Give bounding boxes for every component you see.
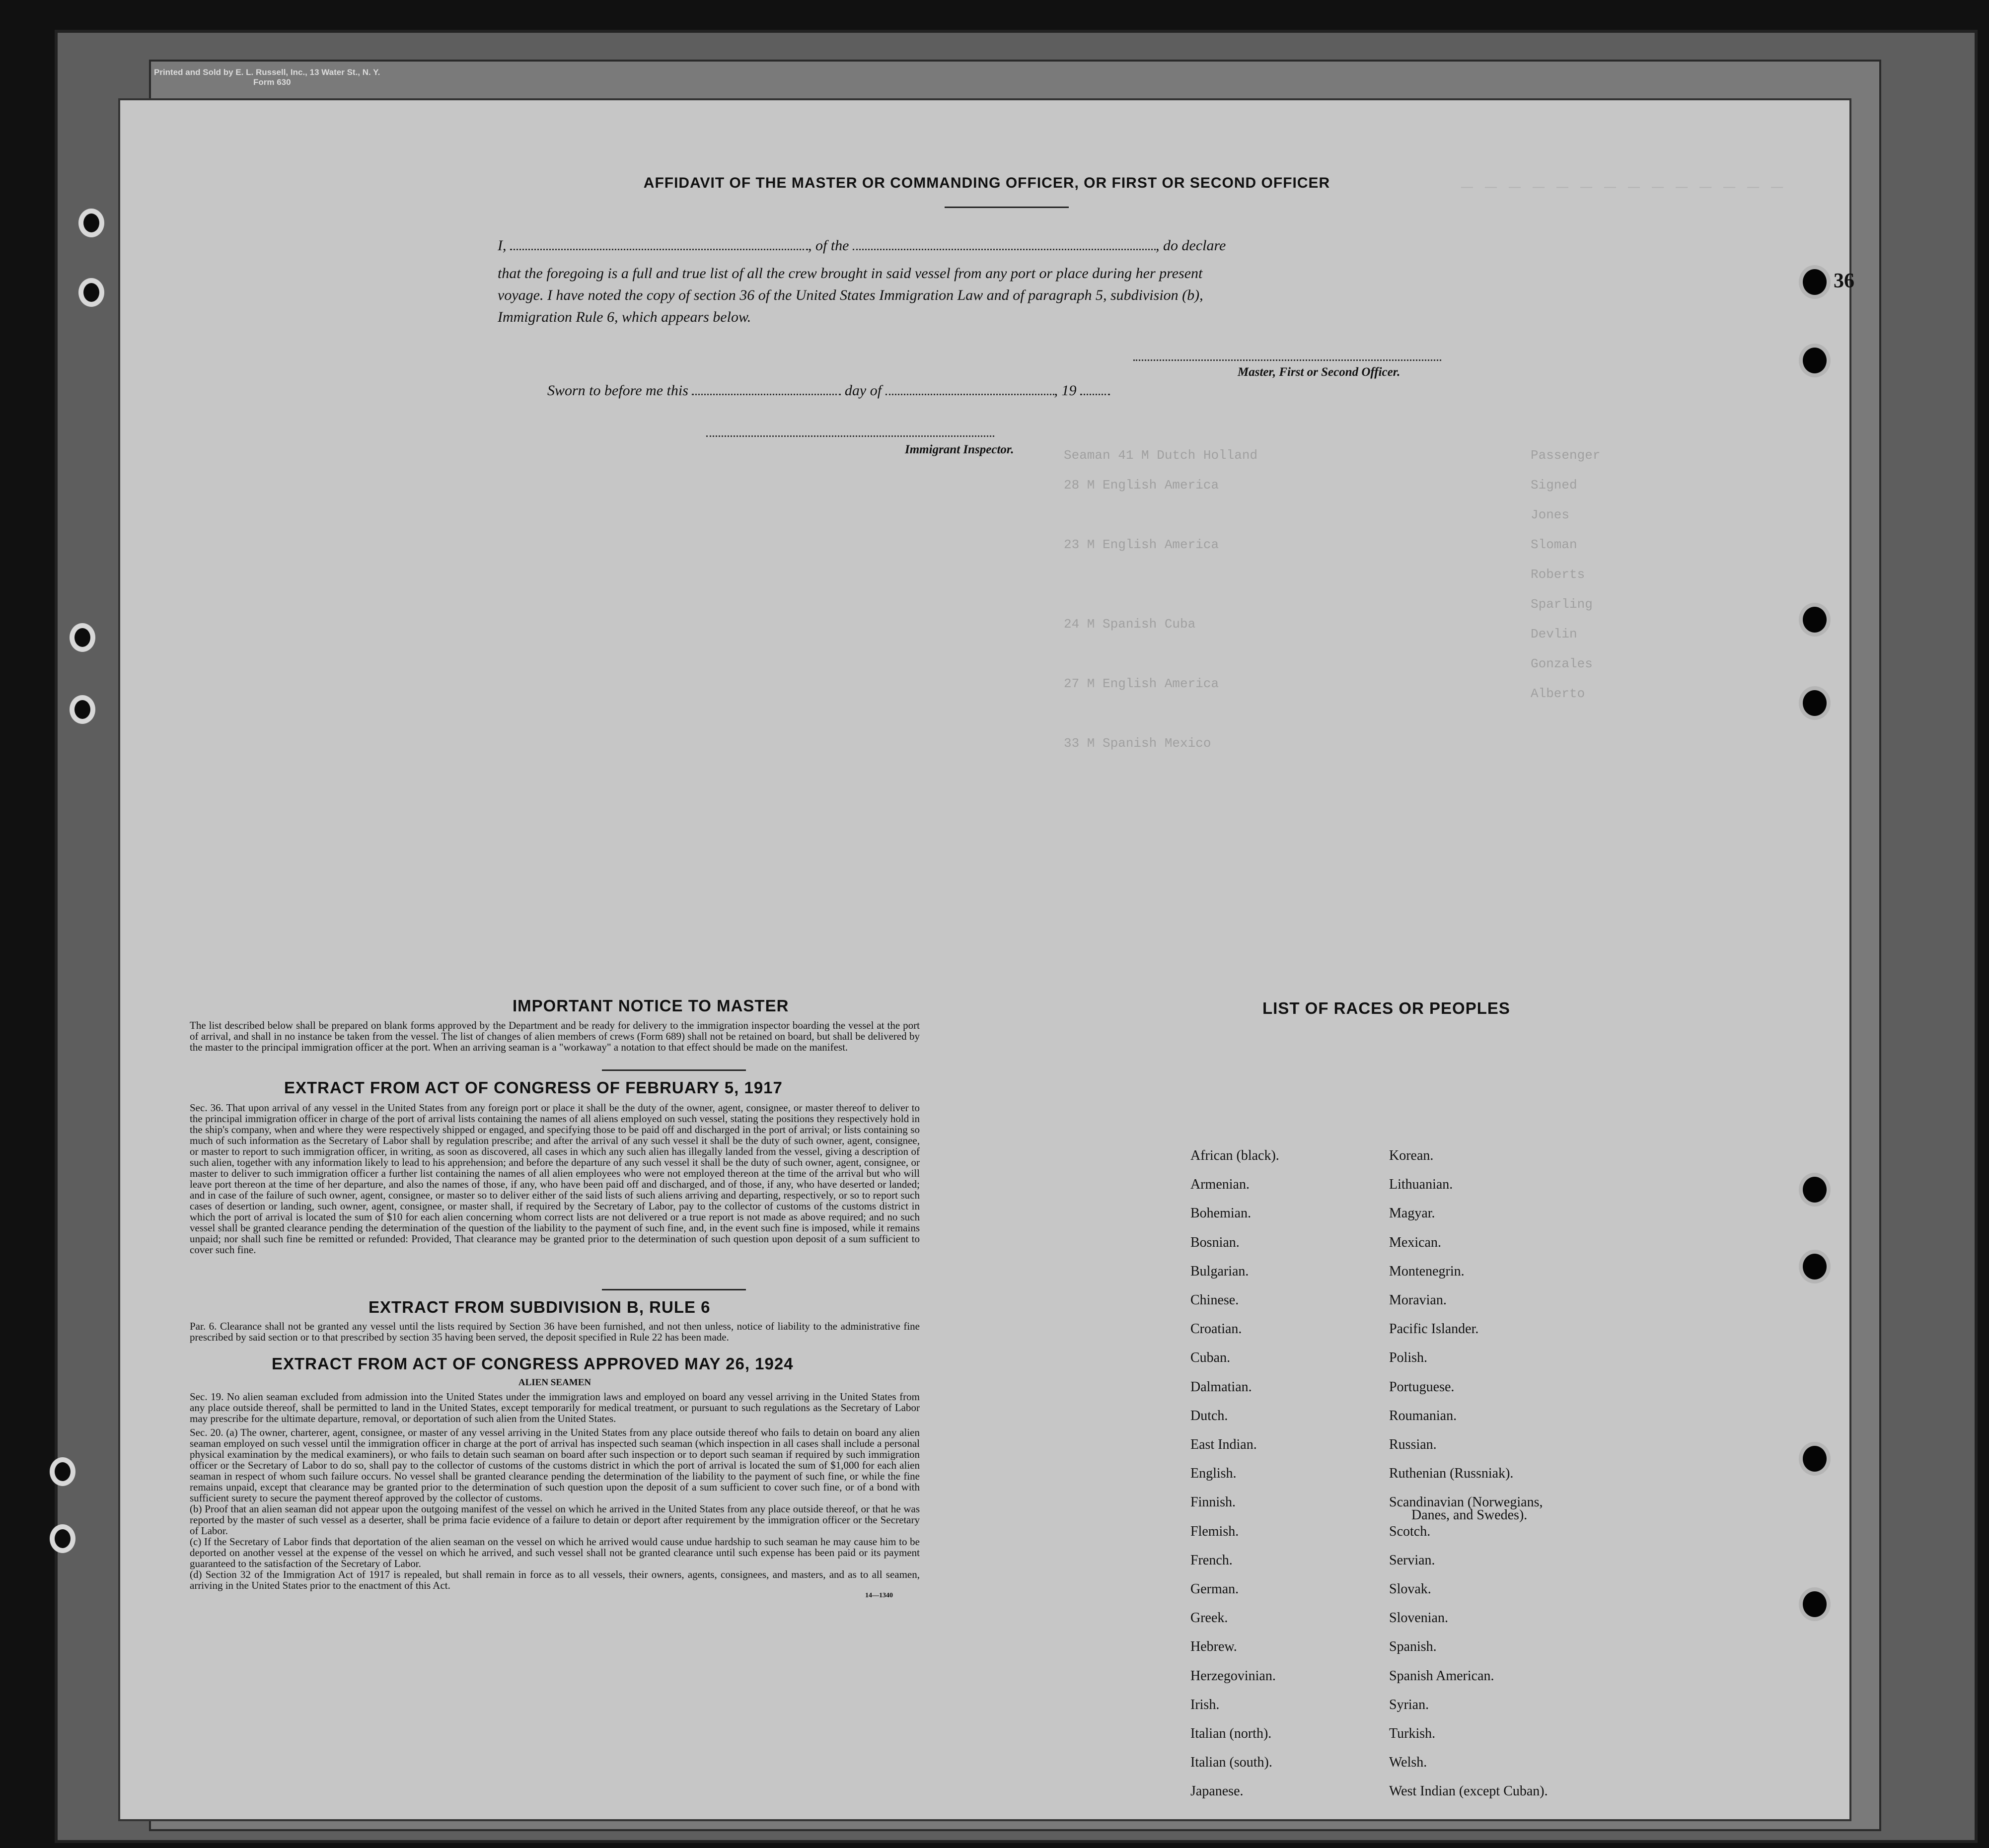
race-entry: East Indian. [1190, 1437, 1257, 1452]
bleedthrough-text: 28 M English America [1064, 478, 1219, 493]
vessel-blank [853, 239, 1156, 250]
race-entry: French. [1190, 1552, 1233, 1568]
race-entry: Mexican. [1389, 1234, 1441, 1250]
bleedthrough-text: Gonzales [1531, 656, 1593, 671]
bleedthrough-text: Jones [1531, 507, 1570, 522]
subdivision-text: Par. 6. Clearance shall not be granted any vessel until the lists required by Section 36 have been furnished, and not then unless, notice of liability to the administrative fine prescribed by said section or to that prescribed by section 35 having been served, the deposit specified in Rule 22 has been made. [190, 1320, 920, 1343]
binder-hole [50, 1457, 75, 1486]
race-entry: Scotch. [1389, 1523, 1431, 1539]
extract-1924-section-20c: (c) If the Secretary of Labor finds that deportation of the alien seaman on the vessel on which he arrived would cause undue hardship to such seaman he may cause him to be deported on another vessel at the expense of the vessel on which he arrived, and such vessel shall not be granted clearance until such expense has been paid or its payment guaranteed to the satisfaction of the Secretary of Labor. [190, 1536, 920, 1569]
month-blank [885, 384, 1054, 395]
extract-1917-title: EXTRACT FROM ACT OF CONGRESS OF FEBRUARY 5, 1917 [284, 1078, 783, 1097]
divider [602, 1069, 746, 1071]
races-title: LIST OF RACES OR PEOPLES [1262, 999, 1510, 1017]
bleedthrough-text: _ _ _ _ _ _ _ _ _ _ _ _ _ _ [1461, 170, 1783, 192]
binder-hole [1803, 1446, 1827, 1472]
race-entry: Magyar. [1389, 1206, 1435, 1221]
master-signature-line [1133, 359, 1441, 361]
race-entry: Polish. [1389, 1350, 1428, 1366]
bleedthrough-text: Signed [1531, 478, 1577, 493]
extract-1924-section-20a: Sec. 20. (a) The owner, charterer, agent, consignee, or master of any vessel arriving in the United States from any place outside thereof who fails to detain on board any alien seaman employed on such vessel until the immigration officer in charge at the port of arrival has inspected such seaman (which inspection in all cases shall include a personal physical examination by the medical examiners), or who fails to detain such seaman on board after such inspection or to deport such seaman if required by such immigration officer or the Secretary of Labor to do so, shall pay to the collector of customs of the customs district in which the port of arrival is located the sum of $1,000 for each alien seaman in respect of whom such failure occurs. No vessel shall be granted clearance pending the determination of the liability to the payment of such fine, or while the fine remains unpaid, except that clearance may be granted prior to the determination of such question upon the deposit of a sum sufficient to cover such fine, or of a bond with sufficient surety to secure the payment thereof approved by the collector of customs. [190, 1426, 920, 1504]
race-entry: Chinese. [1190, 1292, 1239, 1308]
bleedthrough-text: 33 M Spanish Mexico [1064, 736, 1211, 751]
inspector-signature-line [706, 435, 994, 437]
race-entry-continued: Danes, and Swedes). [1411, 1507, 1528, 1523]
race-entry: Russian. [1389, 1437, 1437, 1452]
bleedthrough-text: Sparling [1531, 597, 1593, 612]
bleedthrough-text: Sloman [1531, 537, 1577, 552]
race-entry: Slovak. [1389, 1581, 1431, 1597]
day-blank [692, 384, 841, 395]
name-blank [510, 239, 808, 250]
affidavit-declaration-line: I, , of the , do declare [498, 237, 1226, 254]
extract-1917-text: Sec. 36. That upon arrival of any vessel in the United States from any foreign port or place it shall be the duty of the owner, agent, consignee, or master thereof to deliver to the principal immigration officer in charge of the port of arrival lists containing the names of all aliens employed on such vessel, stating the positions they respectively hold in the ship's company, when and where they were respectively shipped or engaged, and specifying those to be paid off and discharged in the port of arrival; or lists containing so much of such information as the Secretary of Labor shall by regulation prescribe; and after the arrival of any such vessel it shall be the duty of such owner, agent, consignee, or master to report to such immigration officer, in writing, as soon as discovered, all cases in which any such alien has illegally landed from the vessel, giving a description of such alien, together with any information likely to lead to his apprehension; and before the departure of any such vessel it shall be the duty of such owner, agent, consignee, or master to deliver to such immigration officer a further list containing the names of all alien employees who were not employed thereon at the time of the arrival but who will leave port thereon at the time of her departure, and also the names of those, if any, who have been paid off and discharged, and of those, if any, who have deserted or landed; and in case of the failure of such owner, agent, consignee, or master so to deliver either of the said lists of such aliens arriving and departing, respectively, or so to report such cases of desertion or landing, such owner, agent, consignee, or master shall, if required by the Secretary of Labor, pay to the collector of customs of the customs district in which the port of arrival is located the sum of $10 for each alien concerning whom correct lists are not delivered or a true report is not made as above required; and no such vessel shall be granted clearance pending the determination of the question of the liability to the payment of such fine, and, in the event such fine is imposed, while it remains unpaid; nor shall such fine be remitted or refunded: Provided, That clearance may be granted prior to the determination of such question upon deposit of a sum sufficient to cover such fine. [190, 1102, 920, 1256]
race-entry: Ruthenian (Russniak). [1389, 1466, 1514, 1482]
printer-imprint: Printed and Sold by E. L. Russell, Inc., 13 Water St., N. Y. Form 630 [154, 68, 380, 87]
manifest-back-page [118, 98, 1854, 1821]
race-entry: Flemish. [1190, 1523, 1239, 1539]
race-entry: Dutch. [1190, 1408, 1228, 1423]
divider [602, 1289, 746, 1290]
bleedthrough-text: Alberto [1531, 686, 1585, 701]
race-entry: West Indian (except Cuban). [1389, 1783, 1548, 1799]
race-entry: Bosnian. [1190, 1234, 1240, 1250]
year-blank [1080, 384, 1110, 395]
race-entry: Syrian. [1389, 1697, 1429, 1712]
extract-1924-section-19: Sec. 19. No alien seaman excluded from admission into the United States under the immigration laws and employed on board any vessel arriving in the United States from any place outside thereof, shall be permitted to land in the United States, except temporarily for medical treatment, or pursuant to such regulations as the Secretary of Labor may prescribe for the ultimate departure, removal, or deportation of such alien from the United States. [190, 1391, 920, 1424]
race-entry: German. [1190, 1581, 1239, 1597]
race-entry: Cuban. [1190, 1350, 1231, 1366]
race-entry: Welsh. [1389, 1755, 1427, 1771]
race-entry: Croatian. [1190, 1321, 1242, 1337]
binder-hole [78, 209, 104, 237]
race-entry: Bohemian. [1190, 1206, 1252, 1221]
race-entry: Italian (north). [1190, 1726, 1272, 1741]
binder-hole [1803, 1254, 1827, 1279]
race-entry: Italian (south). [1190, 1755, 1272, 1771]
binder-hole [50, 1524, 75, 1553]
race-entry: Korean. [1389, 1148, 1434, 1163]
notice-text: The list described below shall be prepared on blank forms approved by the Department and be ready for delivery to the immigration inspector boarding the vessel at the port of arrival, and shall in no instance be taken from the vessel. The list of changes of alien members of crews (Form 689) shall not be retained on board, but shall be delivered by the master to the principal immigration officer at the port. When an arriving seaman is a "workaway" a notation to that effect should be made on the manifest. [190, 1019, 920, 1053]
bleedthrough-text: Passenger [1531, 448, 1601, 463]
race-entry: Spanish. [1389, 1639, 1437, 1655]
binder-hole [1803, 269, 1827, 295]
affidavit-title: AFFIDAVIT OF THE MASTER OR COMMANDING OFFICER, OR FIRST OR SECOND OFFICER [643, 175, 1330, 191]
race-entry: Turkish. [1389, 1726, 1436, 1741]
bleedthrough-text: Seaman 41 M Dutch Holland [1064, 448, 1258, 463]
affidavit-line-3: voyage. I have noted the copy of section 36 of the United States Immigration Law and of paragraph 5, subdivision (b), [498, 287, 1203, 303]
affidavit-line-2: that the foregoing is a full and true list of all the crew brought in said vessel from any port or place during her present [498, 265, 1203, 282]
race-entry: Slovenian. [1389, 1610, 1448, 1626]
form-code: 14—1340 [865, 1592, 893, 1599]
edge-number: 36 [1834, 270, 1854, 292]
binder-hole [1803, 348, 1827, 373]
subdivision-title: EXTRACT FROM SUBDIVISION B, RULE 6 [368, 1298, 711, 1316]
race-entry: Greek. [1190, 1610, 1228, 1626]
race-entry: English. [1190, 1466, 1237, 1482]
binder-hole [1803, 1591, 1827, 1617]
race-entry: Servian. [1389, 1552, 1435, 1568]
bleedthrough-text: Roberts [1531, 567, 1585, 582]
race-entry: Armenian. [1190, 1177, 1250, 1193]
binder-hole [1803, 607, 1827, 633]
binder-hole [1803, 690, 1827, 716]
race-entry: Moravian. [1389, 1292, 1447, 1308]
race-entry: Herzegovinian. [1190, 1668, 1276, 1684]
binder-hole [1803, 1177, 1827, 1203]
race-entry: Irish. [1190, 1697, 1220, 1712]
sworn-line: Sworn to before me this day of , 19 [547, 382, 1110, 399]
race-entry: Montenegrin. [1389, 1263, 1465, 1279]
race-entry: Bulgarian. [1190, 1263, 1249, 1279]
race-entry: Japanese. [1190, 1783, 1244, 1799]
race-entry: Pacific Islander. [1389, 1321, 1479, 1337]
race-entry: Scandinavian (Norwegians, [1389, 1494, 1543, 1510]
race-entry: Hebrew. [1190, 1639, 1237, 1655]
bleedthrough-text: 23 M English America [1064, 537, 1219, 552]
notice-title: IMPORTANT NOTICE TO MASTER [513, 996, 789, 1015]
race-entry: Dalmatian. [1190, 1379, 1252, 1395]
binder-hole [78, 278, 104, 307]
affidavit-line-4: Immigration Rule 6, which appears below. [498, 309, 751, 325]
race-entry: Finnish. [1190, 1494, 1236, 1510]
race-entry: Roumanian. [1389, 1408, 1457, 1423]
binder-hole [70, 623, 95, 652]
bleedthrough-text: 27 M English America [1064, 676, 1219, 691]
bleedthrough-text: Devlin [1531, 627, 1577, 641]
divider [945, 207, 1069, 208]
binder-hole [70, 695, 95, 724]
extract-1924-title: EXTRACT FROM ACT OF CONGRESS APPROVED MAY 26, 1924 [272, 1354, 794, 1373]
race-entry: African (black). [1190, 1148, 1279, 1163]
extract-1924-section-20b: (b) Proof that an alien seaman did not appear upon the outgoing manifest of the vessel on which he arrived in the United States from any place outside thereof, or that he was reported by the master of such vessel as a deserter, shall be prima facie evidence of a failure to detain or deport after requirement by the immigration officer or the Secretary of Labor. [190, 1503, 920, 1537]
race-entry: Spanish American. [1389, 1668, 1494, 1684]
inspector-caption: Immigrant Inspector. [905, 443, 1014, 456]
master-signature-caption: Master, First or Second Officer. [1238, 365, 1400, 379]
alien-seamen-subtitle: ALIEN SEAMEN [518, 1377, 591, 1388]
race-entry: Lithuanian. [1389, 1177, 1453, 1193]
extract-1924-section-20d: (d) Section 32 of the Immigration Act of 1917 is repealed, but shall remain in force as to all vessels, their owners, agents, consignees, and masters, and as to all seamen, arriving in the United States prior to the enactment of this Act. [190, 1568, 920, 1591]
race-entry: Portuguese. [1389, 1379, 1455, 1395]
bleedthrough-text: 24 M Spanish Cuba [1064, 617, 1196, 632]
